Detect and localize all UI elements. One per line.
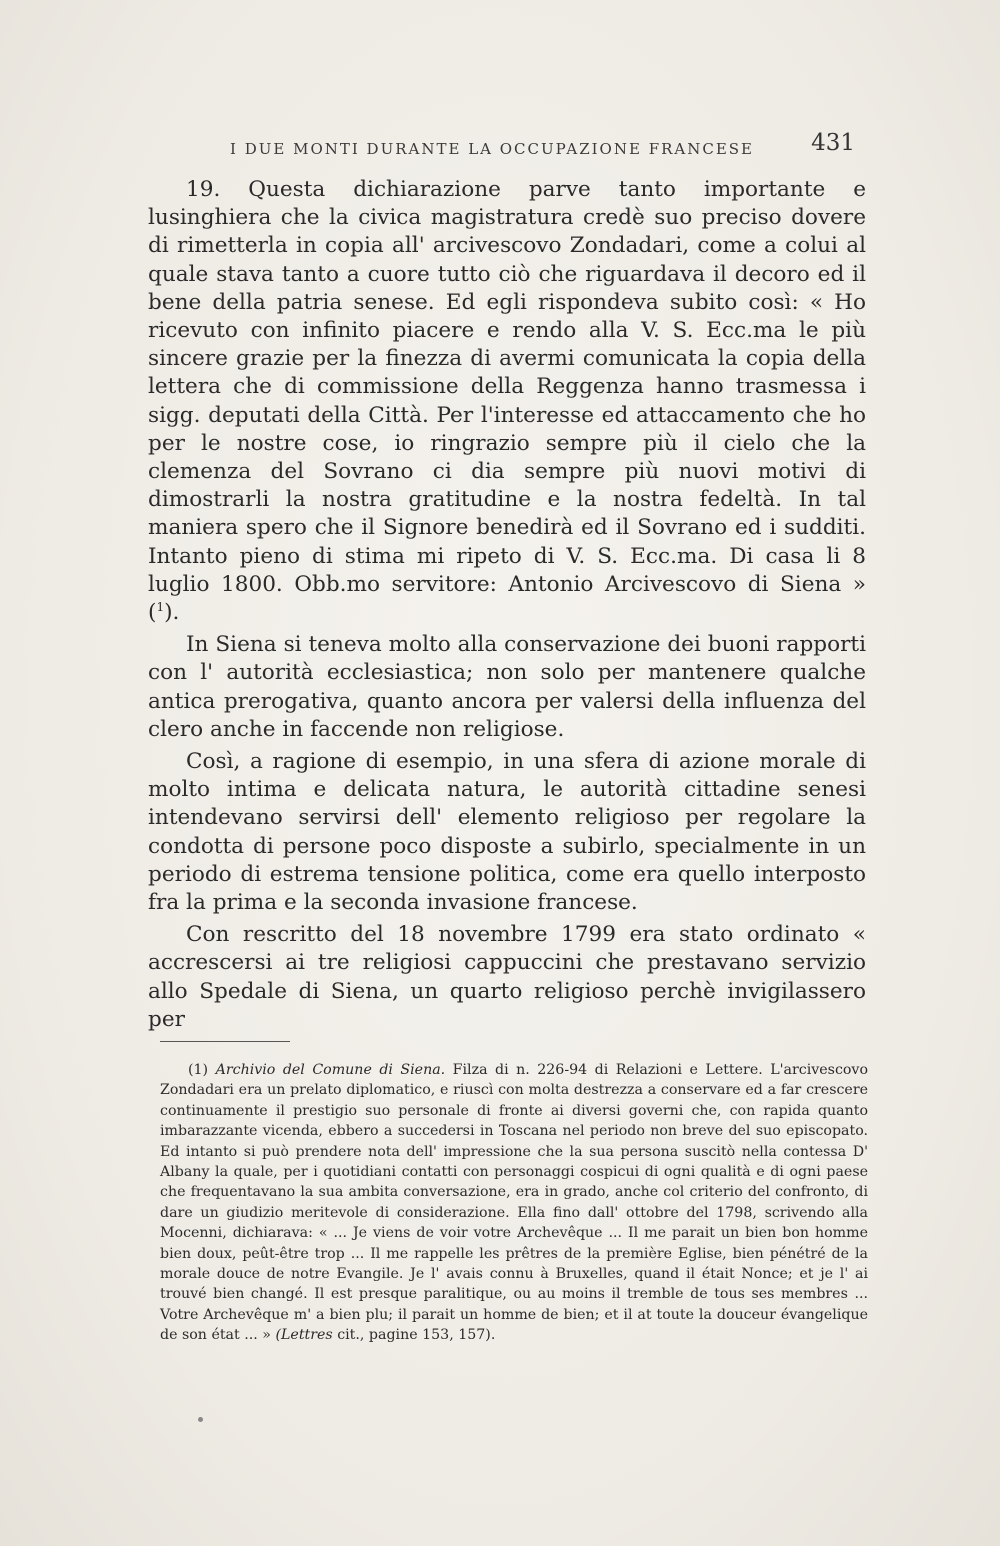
footnote-source: Archivio del Comune di Siena. bbox=[215, 1062, 446, 1078]
footnote-text: Filza di n. 226-94 di Relazioni e Lettere. L'arcivescovo Zondadari era un prelato diplomatico, e riuscì con molta destrezza a conservare ed a far crescere continuamente il prestigio suo personale di fronte ai diversi governi che, con rapida quanto imbarazzante vicenda, ebbero a succedersi in Toscana nel periodo non breve del suo episcopato. Ed intanto si può prendere nota dell' impressione che la sua persona suscitò nella contessa D' Albany la quale, per i quotidiani contatti con personaggi cospicui di ogni qualità e di ogni paese che frequentavano la sua ambita conversazione, era in grado, anche col criterio del confronto, di dare un giudizio meritevole di considerazione. Ella fino dall' ottobre del 1798, scrivendo alla Mocenni, dichiarava: « ... Je viens de voir votre Archevêque ... Il me parait un bien bon homme bien doux, peût-être trop ... Il me rappelle les prêtres de la première Eglise, bien pénétré de la morale douce de notre Evangile. Je l' avais connu à Bruxelles, quand il était Nonce; et je l' ai trouvé bien changé. Il est presque paralitique, ou au moins il tremble de tous ses membres ... Votre Archevêque m' a bien plu; il parait un homme de bien; et il at toute la douceur évangelique de son état ... » bbox=[160, 1062, 868, 1344]
footnote-citation-pages: cit., pagine 153, 157). bbox=[337, 1327, 496, 1344]
running-title: I DUE MONTI DURANTE LA OCCUPAZIONE FRANCESE bbox=[230, 140, 755, 158]
footnote-citation-title: (Lettres bbox=[275, 1327, 333, 1344]
footnote-separator bbox=[160, 1041, 290, 1042]
main-text bbox=[148, 176, 866, 1034]
footnote-reference: ($^1$). bbox=[148, 599, 180, 626]
paper-speck bbox=[198, 1417, 203, 1422]
footnote-1 bbox=[160, 1060, 868, 1346]
paragraph-1 bbox=[148, 176, 866, 627]
footnotes bbox=[160, 1060, 868, 1346]
paragraph-2: In Siena si teneva molto alla conservazione dei buoni rapporti con l' autorità ecclesiastica; non solo per mantenere qualche antica prerogativa, quanto ancora per valersi della influenza del clero anche in faccende non religiose. bbox=[148, 632, 866, 742]
page-number: 431 bbox=[811, 130, 855, 156]
paragraph-3: Così, a ragione di esempio, in una sfera di azione morale di molto intima e delicata natura, le autorità cittadine senesi intendevano servirsi dell' elemento religioso per regolare la condotta di persone poco disposte a subirlo, specialmente in un periodo di estrema tensione politica, come era quello interposto fra la prima e la seconda invasione francese. bbox=[148, 749, 866, 916]
footnote-reference-number: 1 bbox=[156, 599, 165, 614]
paragraph-4: Con rescritto del 18 novembre 1799 era stato ordinato « accrescersi ai tre religiosi cappuccini che prestavano servizio allo Spedale di Siena, un quarto religioso perchè invigilassero per bbox=[148, 922, 866, 1032]
paragraph-1-text: 19. Questa dichiarazione parve tanto importante e lusinghiera che la civica magistratura credè suo preciso dovere di rimetterla in copia all' arcivescovo Zondadari, come a colui al quale stava tanto a cuore tutto ciò che riguardava il decoro ed il bene della patria senese. Ed egli rispondeva subito così: « Ho ricevuto con infinito piacere e rendo alla V. S. Ecc.ma le più sincere grazie per la finezza di avermi comunicata la copia della lettera che di commissione della Reggenza hanno trasmessa i sigg. deputati della Città. Per l'interesse ed attaccamento che ho per le nostre cose, io ringrazio sempre più il cielo che la clemenza del Sovrano ci dia sempre più nuovi motivi di dimostrarli la nostra gratitudine e la nostra fedeltà. In tal maniera spero che il Signore benedirà ed il Sovrano ed i sudditi. Intanto pieno di stima mi ripeto di V. S. Ecc.ma. Di casa li 8 luglio 1800. Obb.mo servitore: Antonio Arcivescovo di Siena » bbox=[148, 177, 866, 597]
footnote-marker: (1) bbox=[188, 1062, 209, 1078]
page-header bbox=[145, 130, 865, 166]
